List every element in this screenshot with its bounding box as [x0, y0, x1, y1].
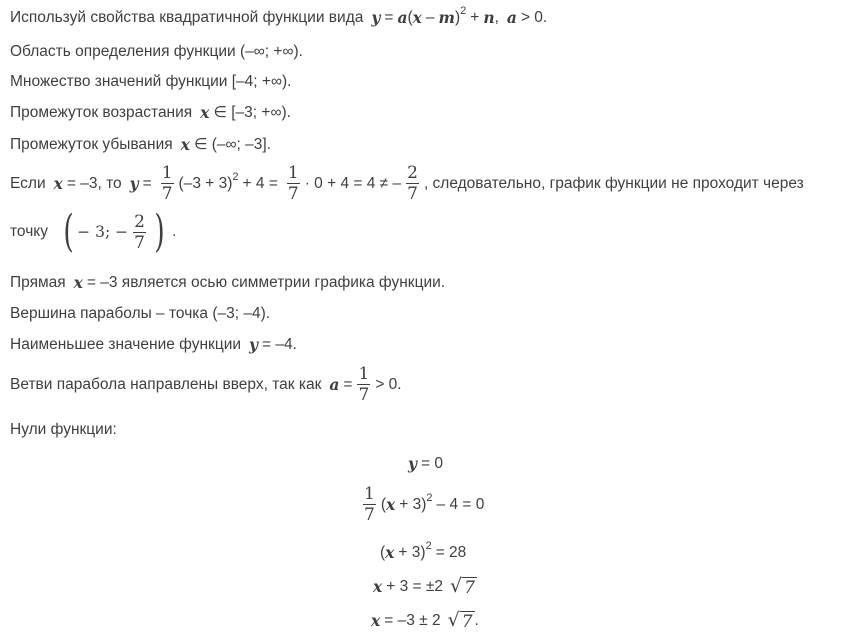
equation-rhs: + 3 = ±2 — [386, 577, 444, 595]
var-y: y — [408, 454, 418, 473]
line-domain — [10, 43, 303, 61]
increasing-label: Промежуток возрастания — [10, 103, 193, 121]
right-paren: ) — [154, 206, 165, 257]
line-min-value — [10, 335, 297, 354]
exponent: 2 — [426, 491, 433, 504]
fraction-two-sevenths: $\frac{2}{7}$ — [134, 211, 145, 253]
min-value-label: Наименьшее значение функции — [10, 335, 242, 353]
vertex-text: Вершина параболы – точка (–3; –4). — [10, 305, 271, 322]
task-text: Используй свойства квадратичной функции вида — [10, 8, 364, 26]
equals-sign: = — [142, 174, 152, 192]
condition-text: > 0. — [520, 8, 548, 26]
increasing-interval: ∈ [–3; +∞). — [213, 104, 291, 121]
exponent: 2 — [232, 170, 239, 183]
fraction-one-seventh: $\frac{1}{7}$ — [161, 163, 173, 204]
left-paren: ( — [63, 206, 74, 257]
positive-condition: > 0. — [375, 375, 402, 393]
var-x: x — [386, 495, 396, 514]
point-coords: − 3; − — [77, 223, 129, 241]
expression-part: + 3) — [399, 495, 427, 513]
period: . — [474, 611, 479, 629]
branches-text: Ветви парабола направлены вверх, так как — [10, 375, 322, 393]
zeros-heading: Нули функции: — [10, 421, 117, 438]
var-y: y — [371, 8, 381, 27]
point-label: точку — [10, 223, 48, 240]
plus-sign: + — [470, 8, 480, 26]
var-m: m — [438, 8, 455, 27]
equation-squared — [380, 539, 467, 562]
equation-rhs: – 4 = 0 — [436, 495, 485, 513]
expression-part: + 3) — [398, 543, 426, 561]
if-label: Если — [10, 174, 46, 192]
equation-rhs: = –3 ± 2 — [384, 611, 441, 629]
decreasing-label: Промежуток убывания — [10, 135, 173, 153]
open-paren: ( — [380, 543, 386, 561]
var-x: x — [385, 543, 395, 562]
sqrt-seven: √ 7 — [450, 575, 475, 598]
line-symmetry — [10, 273, 445, 292]
var-x: x — [53, 174, 63, 193]
line-range — [10, 73, 291, 91]
equation-rhs: = 0 — [421, 454, 443, 472]
var-x: x — [73, 273, 83, 292]
equation-root — [373, 575, 477, 598]
fraction-one-seventh: $\frac{1}{7}$ — [287, 163, 299, 204]
equation-solution — [371, 609, 479, 632]
line-branches — [10, 364, 402, 405]
line-vertex — [10, 305, 270, 323]
open-paren: ( — [380, 495, 386, 513]
symmetry-text: = –3 является осью симметрии графика функции. — [86, 273, 446, 291]
equals-sign: = — [343, 375, 353, 393]
sqrt-seven: √ 7 — [447, 609, 473, 632]
var-y: y — [249, 335, 259, 354]
equation-expanded — [358, 484, 484, 525]
line-increasing — [10, 103, 291, 122]
fraction-one-seventh: $\frac{1}{7}$ — [358, 364, 370, 405]
expression-part: + 4 = — [242, 174, 278, 192]
expression-part: (–3 + 3) — [178, 174, 233, 192]
var-a: a — [329, 375, 340, 394]
exponent: 2 — [460, 4, 467, 17]
minus-sign: – — [425, 8, 435, 26]
var-y: y — [129, 174, 139, 193]
fraction-two-sevenths: $\frac{2}{7}$ — [407, 163, 418, 204]
line-label: Прямая — [10, 273, 66, 291]
line-zeros-label — [10, 421, 117, 439]
x-value-text: = –3, то — [66, 174, 122, 192]
exponent: 2 — [425, 539, 432, 552]
domain-text: Область определения функции (–∞; +∞). — [10, 43, 303, 60]
var-a-condition: a — [506, 8, 517, 27]
line-decreasing — [10, 135, 271, 154]
equation-rhs: = 28 — [435, 543, 467, 561]
equation-y-zero — [408, 454, 443, 473]
var-x: x — [180, 135, 190, 154]
var-n: n — [483, 8, 495, 27]
line-task: Используй свойства квадратичной функции вида y = a ( x – m ) 2 + n , a > 0. — [10, 4, 548, 27]
var-x: x — [371, 611, 381, 630]
decreasing-interval: ∈ (–∞; –3]. — [193, 136, 272, 153]
line-point — [10, 206, 177, 257]
fraction-one-seventh: $\frac{1}{7}$ — [364, 484, 375, 525]
line-check-point — [10, 163, 804, 204]
var-a: a — [397, 8, 408, 27]
period: . — [172, 223, 177, 240]
range-text: Множество значений функции [–4; +∞). — [10, 73, 292, 90]
conclusion-text: , следовательно, график функции не проходит через — [423, 174, 804, 192]
var-x: x — [373, 577, 383, 596]
min-value: = –4. — [262, 335, 297, 353]
expression-part: · 0 + 4 = 4 ≠ – — [304, 174, 402, 192]
var-x: x — [412, 8, 422, 27]
var-x: x — [200, 103, 210, 122]
equals-sign: = — [384, 8, 394, 26]
